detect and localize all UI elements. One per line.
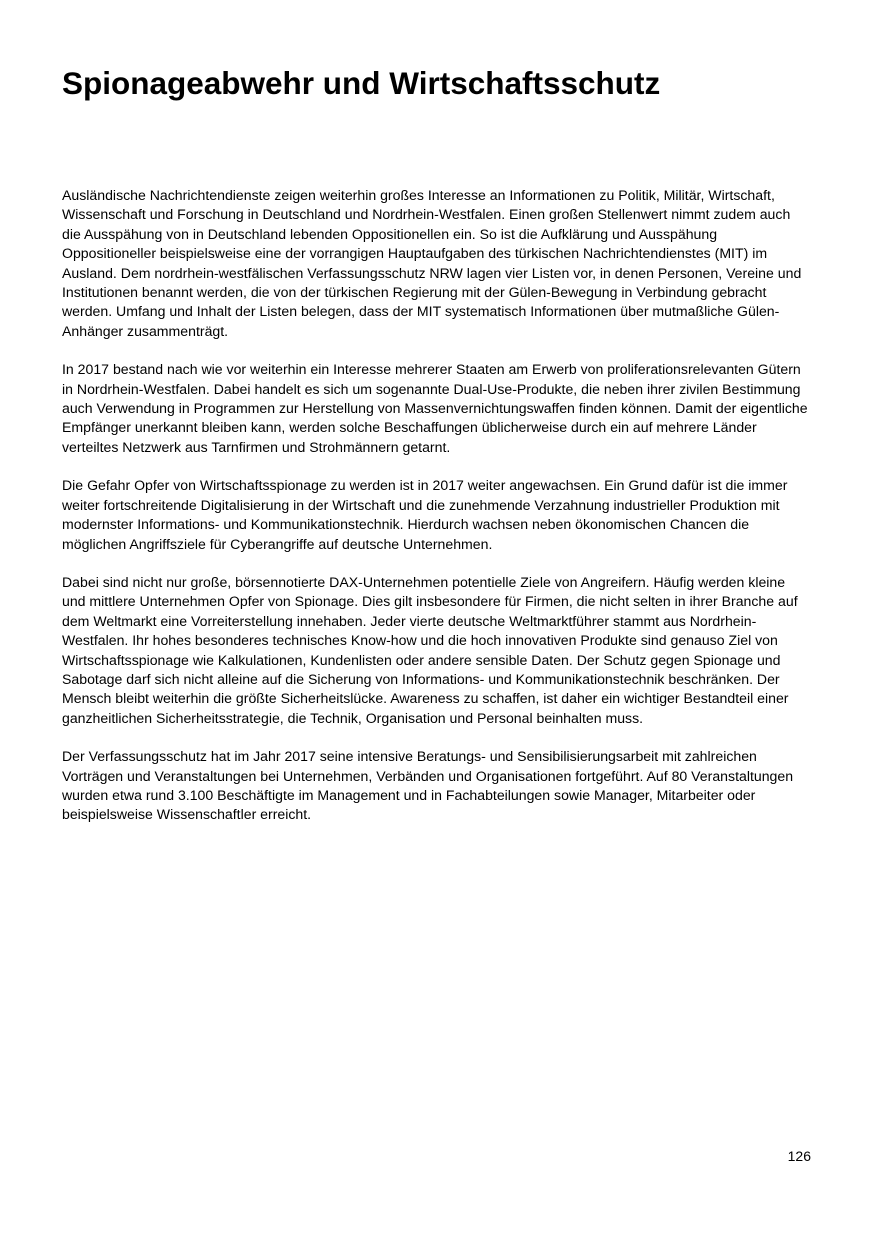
paragraph-2: In 2017 bestand nach wie vor weiterhin ein Interesse mehrerer Staaten am Erwerb von proliferationsrelevanten Gütern in Nordrhein-Westfalen. Dabei handelt es sich um sogenannte Dual-Use-Produkte, die neben ihrer zivilen Bestimmung auch Verwendung in Programmen zur Herstellung von Massenvernichtungswaffen finden können. Damit der eigentliche Empfänger unerkannt bleiben kann, werden solche Beschaffungen üblicherweise durch ein auf mehrere Länder verteiltes Netzwerk aus Tarnfirmen und Strohmännern getarnt. <box>62 361 808 455</box>
paragraph-1: Ausländische Nachrichtendienste zeigen weiterhin großes Interesse an Informationen zu Politik, Militär, Wirtschaft, Wissenschaft und Forschung in Deutschland und Nordrhein-Westfalen. Einen großen Stellenwert nimmt zudem auch die Ausspähung von in Deutschland lebenden Oppositionellen ein. So ist die Aufklärung und Ausspähung Oppositioneller beispielsweise eine der vorrangigen Hauptaufgaben des türkischen Nachrichtendienstes (MIT) im Ausland. Dem nordrhein-westfälischen Verfassungsschutz NRW lagen vier Listen vor, in denen Personen, Vereine und Institutionen benannt werden, die von der türkischen Regierung mit der Gülen-Bewegung in Verbindung gebracht werden. Umfang und Inhalt der Listen belegen, dass der MIT systematisch Informationen über mutmaßliche Gülen-Anhänger zusammenträgt. <box>62 187 802 339</box>
paragraph-3: Die Gefahr Opfer von Wirtschaftsspionage zu werden ist in 2017 weiter angewachsen. Ein Grund dafür ist die immer weiter fortschreitende Digitalisierung in der Wirtschaft und die zunehmende Verzahnung industrieller Produktion mit modernster Informations- und Kommunikationstechnik. Hierdurch wachsen neben ökonomischen Chancen die möglichen Angriffsziele für Cyberangriffe auf deutsche Unternehmen. <box>62 477 788 552</box>
paragraph-4: Dabei sind nicht nur große, börsennotierte DAX-Unternehmen potentielle Ziele von Angreifern. Häufig werden kleine und mittlere Unternehmen Opfer von Spionage. Dies gilt insbesondere für Firmen, die nicht selten in ihrer Branche auf dem Weltmarkt eine Vorreiterstellung innehaben. Jeder vierte deutsche Weltmarktführer stammt aus Nordrhein-Westfalen. Ihr hohes besonderes technisches Know-how und die hoch innovativen Produkte sind genauso Ziel von Wirtschaftsspionage wie Kalkulationen, Kundenlisten oder andere sensible Daten. Der Schutz gegen Spionage und Sabotage darf sich nicht alleine auf die Sicherung von Informations- und Kommunikationstechnik beschränken. Der Mensch bleibt weiterhin die größte Sicherheitslücke. Awareness zu schaffen, ist daher ein wichtiger Bestandteil einer ganzheitlichen Sicherheitsstrategie, die Technik, Organisation und Personal beinhalten muss. <box>62 573 798 726</box>
body-text <box>62 186 810 844</box>
paragraph-5: Der Verfassungsschutz hat im Jahr 2017 seine intensive Beratungs- und Sensibilisierungsarbeit mit zahlreichen Vorträgen und Veranstaltungen bei Unternehmen, Verbänden und Organisationen fortgeführt. Auf 80 Veranstaltungen wurden etwa rund 3.100 Beschäftigte im Management und in Fachabteilungen sowie Manager, Mitarbeiter oder beispielsweise Wissenschaftler erreicht. <box>62 748 794 823</box>
page-title: Spionageabwehr und Wirtschaftsschutz <box>62 65 661 101</box>
page-number: 126 <box>787 1148 811 1164</box>
